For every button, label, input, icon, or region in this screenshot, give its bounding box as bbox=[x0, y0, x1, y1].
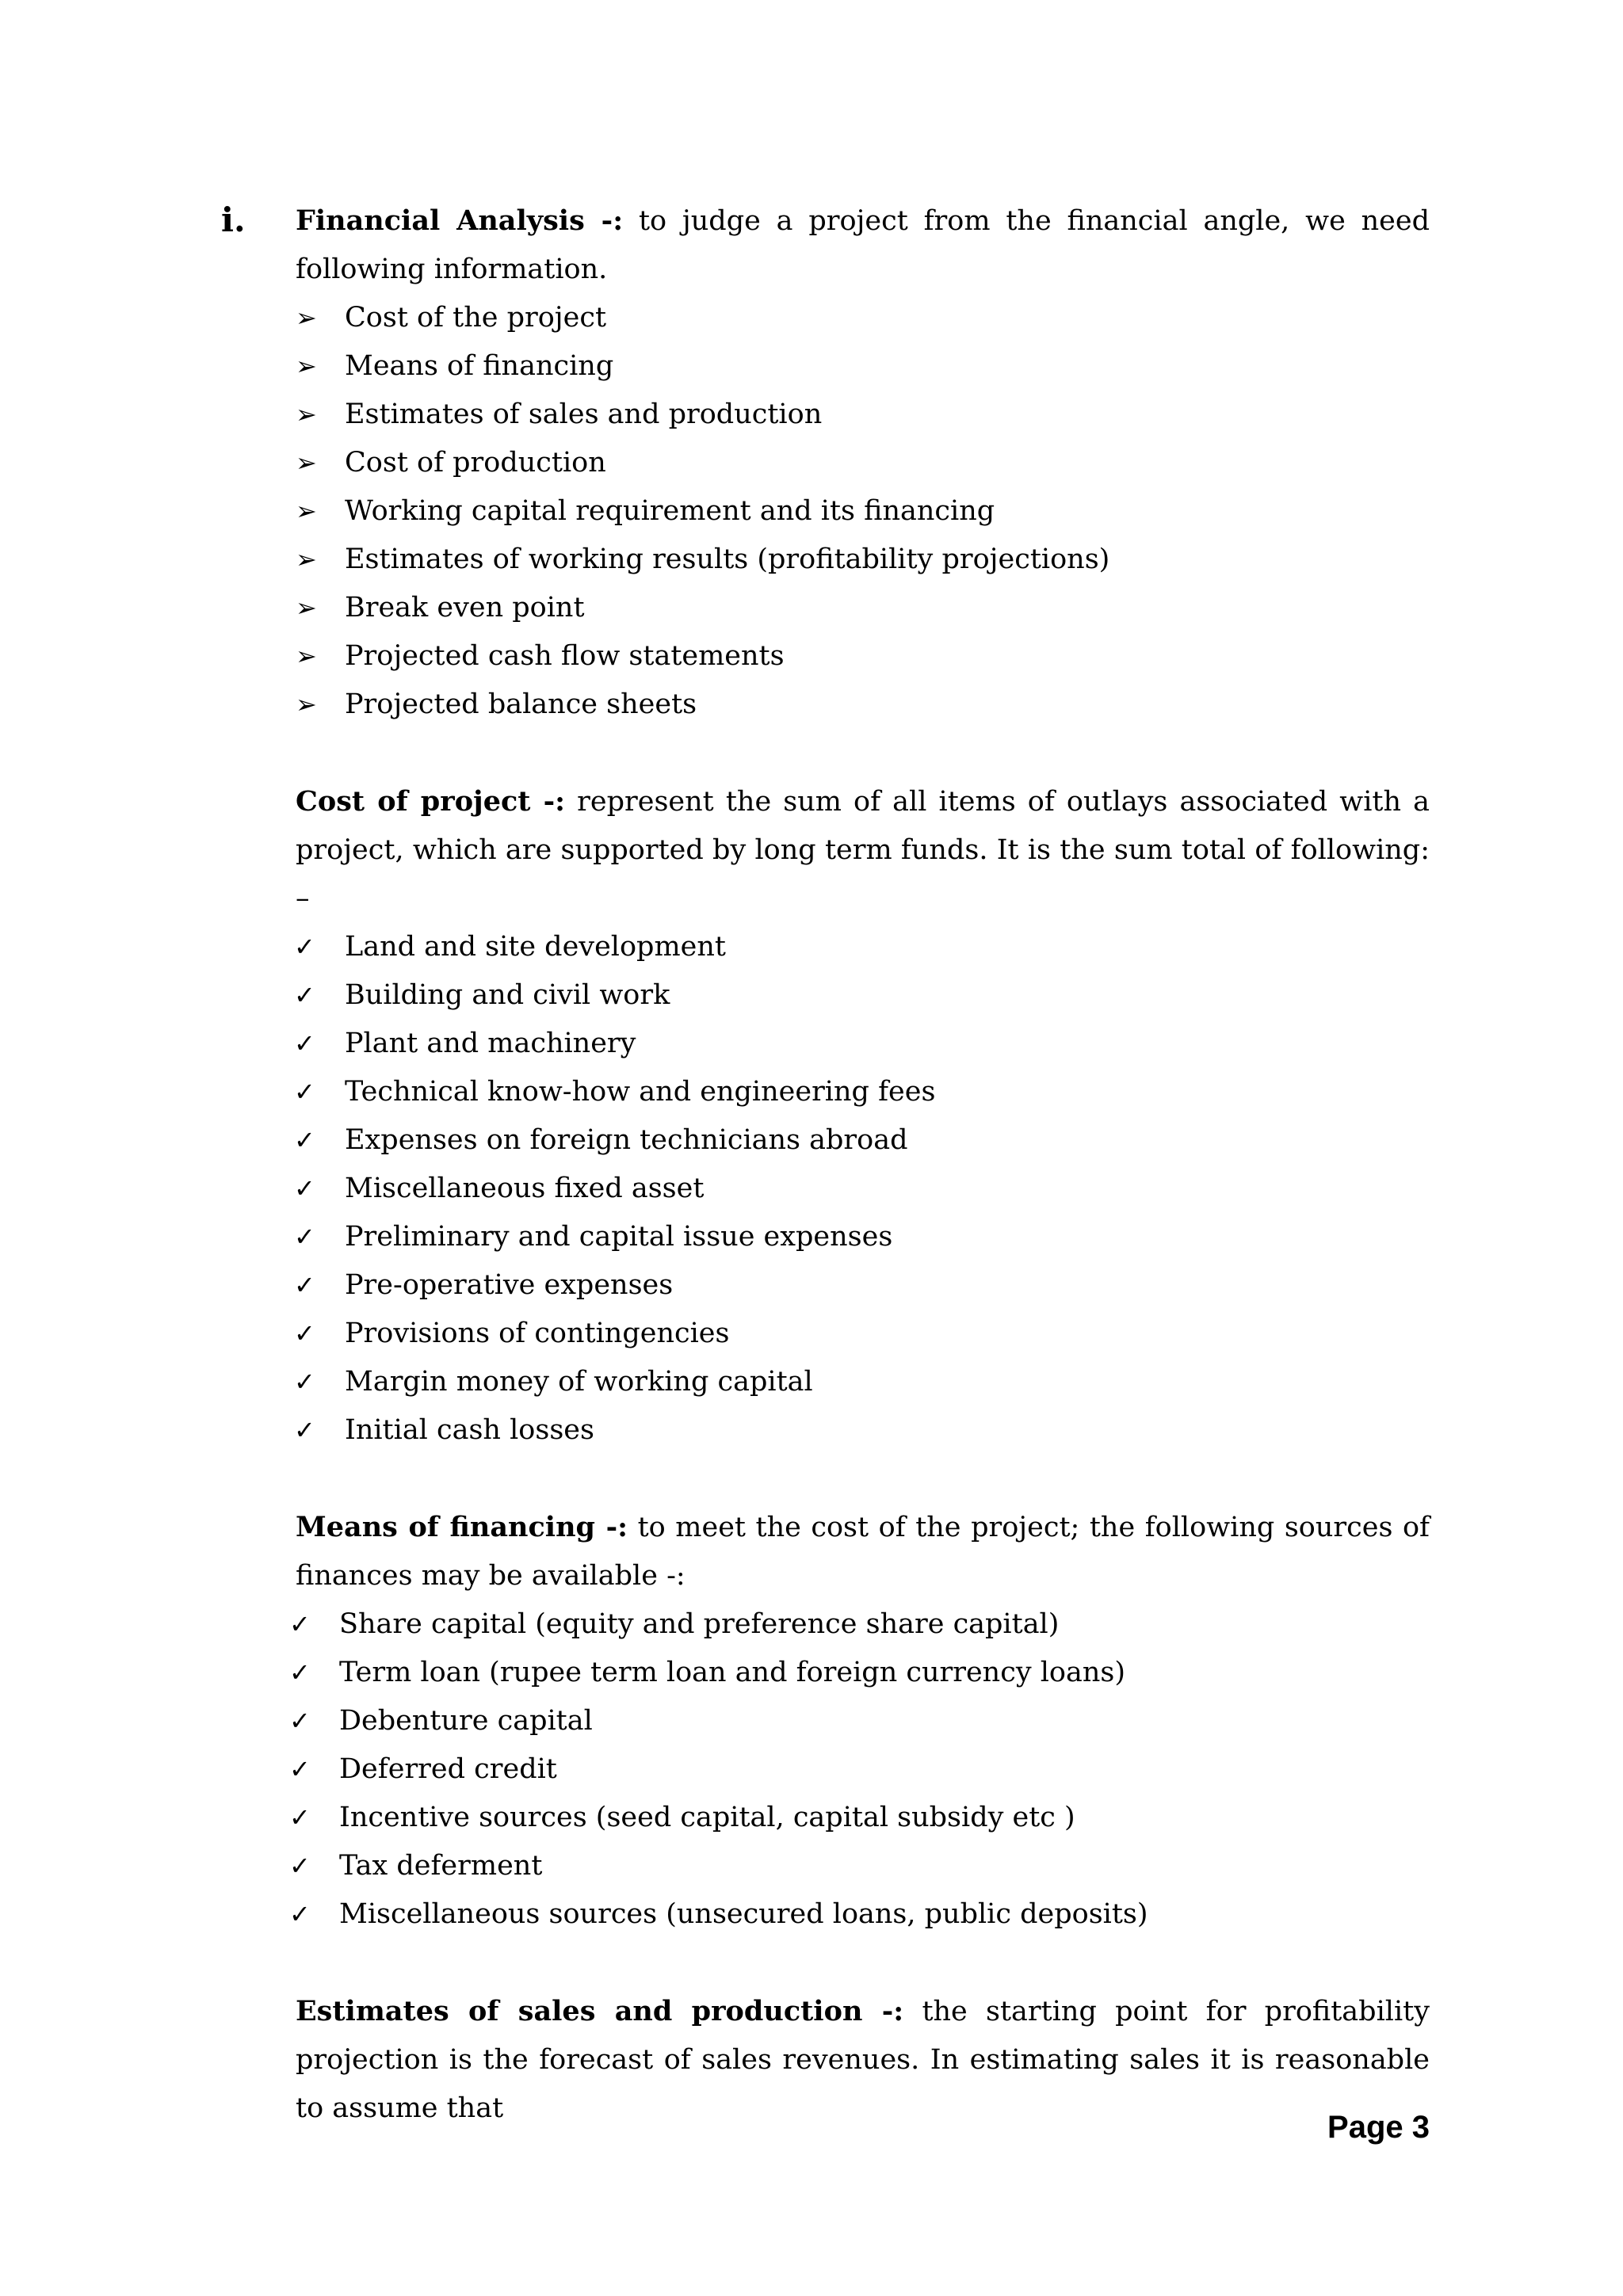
section-numeral: i. bbox=[221, 200, 246, 239]
checkmark-icon: ✓ bbox=[289, 1802, 311, 1833]
list-item-text: Cost of production bbox=[345, 447, 606, 479]
means-of-financing-list bbox=[289, 1600, 1430, 1939]
list-item bbox=[289, 1649, 1430, 1697]
page-number: Page 3 bbox=[1327, 2110, 1430, 2145]
means-of-financing-paragraph bbox=[296, 1503, 1430, 1600]
estimates-of-sales-heading: Estimates of sales and production -: bbox=[296, 1995, 904, 2027]
list-item bbox=[296, 584, 1430, 632]
list-item bbox=[296, 1068, 1430, 1116]
cost-of-project-text: represent the sum of all items of outlays associated with a project, which are supported by long term funds. It is the sum total of following: – bbox=[296, 786, 1430, 914]
list-item-text: Provisions of contingencies bbox=[345, 1318, 730, 1349]
checkmark-icon: ✓ bbox=[289, 1609, 311, 1639]
estimates-of-sales-paragraph bbox=[296, 1987, 1430, 2133]
list-item bbox=[296, 294, 1430, 342]
list-item bbox=[296, 342, 1430, 391]
list-item-text: Building and civil work bbox=[345, 979, 670, 1011]
list-item-text: Cost of the project bbox=[345, 302, 607, 334]
list-item-text: Technical know-how and engineering fees bbox=[345, 1076, 936, 1108]
list-item-text: Debenture capital bbox=[339, 1705, 593, 1737]
spacer bbox=[296, 729, 1430, 777]
list-item-text: Initial cash losses bbox=[345, 1414, 594, 1446]
list-item-text: Share capital (equity and preference share capital) bbox=[339, 1608, 1060, 1640]
estimates-of-sales-text: the starting point for profitability projection is the forecast of sales revenues. In estimating sales it is reasonable to assume that bbox=[296, 1996, 1430, 2124]
list-item bbox=[296, 439, 1430, 487]
list-item-text: Tax deferment bbox=[339, 1850, 543, 1882]
arrow-bullet-icon: ➢ bbox=[296, 593, 317, 623]
checkmark-icon: ✓ bbox=[289, 1754, 311, 1784]
arrow-bullet-icon: ➢ bbox=[296, 448, 317, 478]
checkmark-icon: ✓ bbox=[294, 1222, 315, 1252]
checkmark-icon: ✓ bbox=[294, 932, 315, 962]
list-item bbox=[289, 1745, 1430, 1794]
spacer bbox=[296, 1455, 1430, 1503]
arrow-bullet-icon: ➢ bbox=[296, 351, 317, 381]
list-item bbox=[296, 487, 1430, 536]
list-item bbox=[296, 923, 1430, 971]
list-item-text: Break even point bbox=[345, 592, 585, 624]
list-item-text: Preliminary and capital issue expenses bbox=[345, 1221, 893, 1253]
checkmark-icon: ✓ bbox=[294, 980, 315, 1010]
cost-of-project-heading: Cost of project -: bbox=[296, 785, 566, 818]
list-item bbox=[296, 1358, 1430, 1406]
list-item bbox=[296, 536, 1430, 584]
arrow-bullet-icon: ➢ bbox=[296, 303, 317, 333]
list-item bbox=[296, 1310, 1430, 1358]
checkmark-icon: ✓ bbox=[294, 1077, 315, 1107]
list-item bbox=[296, 1406, 1430, 1455]
arrow-bullet-icon: ➢ bbox=[296, 496, 317, 526]
list-item bbox=[296, 632, 1430, 681]
list-item-text: Projected cash flow statements bbox=[345, 640, 785, 672]
means-of-financing-heading: Means of financing -: bbox=[296, 1511, 628, 1543]
list-item-text: Plant and machinery bbox=[345, 1028, 636, 1059]
list-item-text: Working capital requirement and its financing bbox=[345, 495, 995, 527]
financial-analysis-heading: Financial Analysis -: bbox=[296, 204, 624, 237]
list-item bbox=[289, 1890, 1430, 1939]
list-item bbox=[296, 1020, 1430, 1068]
checkmark-icon: ✓ bbox=[294, 1173, 315, 1203]
list-item bbox=[296, 391, 1430, 439]
list-item-text: Projected balance sheets bbox=[345, 688, 697, 720]
checkmark-icon: ✓ bbox=[289, 1706, 311, 1736]
arrow-bullet-icon: ➢ bbox=[296, 544, 317, 574]
list-item bbox=[289, 1697, 1430, 1745]
list-item-text: Expenses on foreign technicians abroad bbox=[345, 1124, 908, 1156]
arrow-bullet-icon: ➢ bbox=[296, 399, 317, 429]
list-item-text: Incentive sources (seed capital, capital subsidy etc ) bbox=[339, 1802, 1075, 1833]
list-item-text: Margin money of working capital bbox=[345, 1366, 813, 1398]
list-item-text: Means of financing bbox=[345, 350, 614, 382]
list-item bbox=[296, 971, 1430, 1020]
list-item bbox=[289, 1600, 1430, 1649]
arrow-bullet-icon: ➢ bbox=[296, 689, 317, 719]
checkmark-icon: ✓ bbox=[294, 1318, 315, 1348]
means-of-financing-text: to meet the cost of the project; the following sources of finances may be available -: bbox=[296, 1512, 1430, 1592]
list-item bbox=[296, 681, 1430, 729]
financial-analysis-paragraph bbox=[296, 196, 1430, 294]
financial-analysis-list bbox=[296, 294, 1430, 729]
list-item-text: Miscellaneous fixed asset bbox=[345, 1173, 705, 1204]
list-item-text: Estimates of working results (profitability projections) bbox=[345, 543, 1110, 575]
list-item-text: Term loan (rupee term loan and foreign currency loans) bbox=[339, 1657, 1126, 1688]
checkmark-icon: ✓ bbox=[294, 1367, 315, 1397]
page-content bbox=[289, 196, 1430, 2133]
list-item bbox=[296, 1261, 1430, 1310]
list-item bbox=[289, 1842, 1430, 1890]
list-item-text: Land and site development bbox=[345, 931, 726, 963]
list-item bbox=[296, 1116, 1430, 1165]
checkmark-icon: ✓ bbox=[294, 1270, 315, 1300]
cost-of-project-list bbox=[296, 923, 1430, 1455]
list-item-text: Pre-operative expenses bbox=[345, 1269, 674, 1301]
spacer bbox=[296, 1939, 1430, 1987]
checkmark-icon: ✓ bbox=[289, 1657, 311, 1688]
checkmark-icon: ✓ bbox=[289, 1851, 311, 1881]
list-item-text: Estimates of sales and production bbox=[345, 399, 823, 430]
list-item-text: Deferred credit bbox=[339, 1753, 557, 1785]
list-item bbox=[289, 1794, 1430, 1842]
list-item bbox=[296, 1165, 1430, 1213]
checkmark-icon: ✓ bbox=[294, 1415, 315, 1445]
cost-of-project-paragraph bbox=[296, 777, 1430, 923]
arrow-bullet-icon: ➢ bbox=[296, 641, 317, 671]
checkmark-icon: ✓ bbox=[294, 1125, 315, 1155]
list-item bbox=[296, 1213, 1430, 1261]
checkmark-icon: ✓ bbox=[289, 1899, 311, 1929]
financial-analysis-intro: to judge a project from the financial angle, we need following information. bbox=[296, 205, 1430, 285]
list-item-text: Miscellaneous sources (unsecured loans, public deposits) bbox=[339, 1898, 1148, 1930]
checkmark-icon: ✓ bbox=[294, 1028, 315, 1058]
